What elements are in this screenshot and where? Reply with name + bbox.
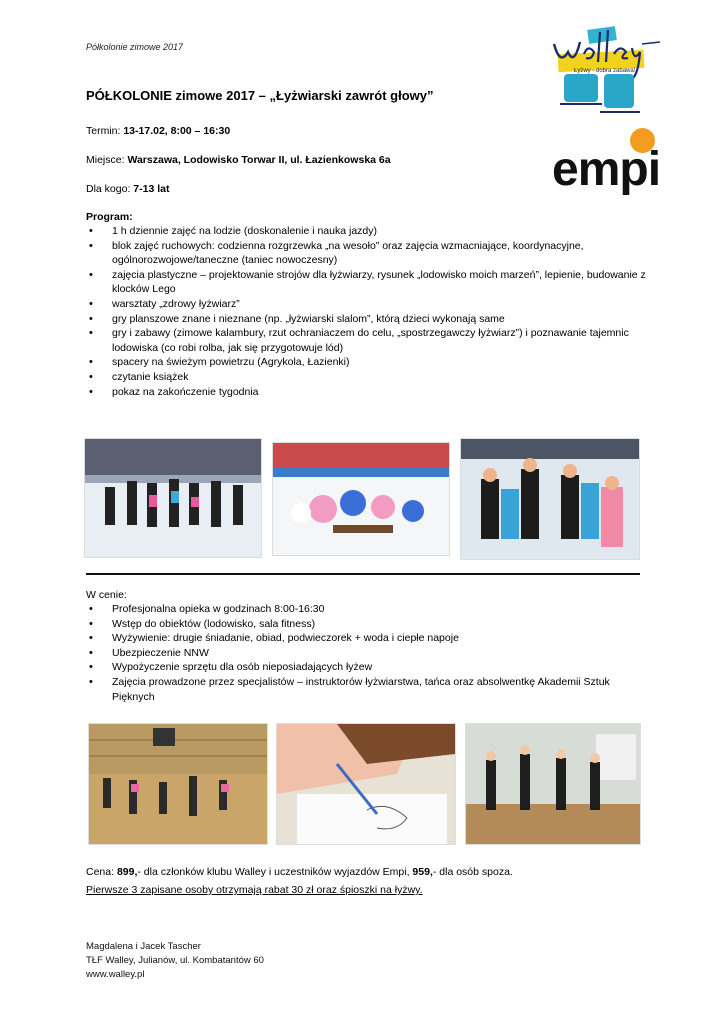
photo-kids-sled (272, 442, 450, 556)
list-item: • gry i zabawy (zimowe kalambury, rzut ochraniaczem do celu, „spostrzegawczy łyżwiarz”) i poznawanie tajemnic lodowiska (co robi rolba, jak się przygotowuje lód) (86, 326, 646, 355)
program-list (86, 224, 646, 399)
photo-dance-class (465, 723, 641, 845)
age-line (86, 182, 169, 196)
photo-skaters-group (84, 438, 262, 558)
walley-logo (548, 22, 668, 122)
list-item: • zajęcia plastyczne – projektowanie strojów dla łyżwiarzy, rysunek „lodowisko moich marzeń”, lepienie, budowanie z klocków Lego (86, 268, 646, 297)
photo-drawing (276, 723, 456, 845)
walley-logo-graphic (548, 22, 668, 122)
term-label: Termin: (86, 125, 124, 137)
empi-wordmark: empi (552, 143, 661, 196)
term-line (86, 124, 230, 138)
price-includes-list (86, 602, 646, 704)
photo-gym-warmup (88, 723, 268, 845)
list-item: • blok zajęć ruchowych: codzienna rozgrzewka „na wesoło” oraz zajęcia wzmacniające, koordynacyjne, ogólnorozwojowe/taneczne (taniec nowoczesny) (86, 239, 646, 268)
footer-address: TŁF Walley, Julianów, ul. Kombatantów 60 (86, 955, 264, 966)
age-value: 7-13 lat (133, 183, 170, 195)
footer-website[interactable]: www.walley.pl (86, 969, 145, 980)
place-label: Miejsce: (86, 154, 128, 166)
photo-kids-cheering (460, 438, 640, 560)
price-others-text: - dla osób spoza. (432, 866, 513, 878)
footer-name: Magdalena i Jacek Tascher (86, 941, 201, 952)
price-members-value: 899, (116, 866, 138, 878)
list-item: • Wyżywienie: drugie śniadanie, obiad, podwieczorek + woda i ciepłe napoje (86, 631, 646, 646)
program-heading: Program: (86, 211, 133, 223)
page-title: PÓŁKOLONIE zimowe 2017 – „Łyżwiarski zawrót głowy” (86, 88, 434, 103)
list-item: • Ubezpieczenie NNW (86, 646, 646, 661)
place-value: Warszawa, Lodowisko Torwar II, ul. Łazienkowska 6a (127, 154, 391, 166)
term-value: 13-17.02, 8:00 – 16:30 (123, 125, 231, 137)
list-item: • spacery na świeżym powietrzu (Agrykola, Łazienki) (86, 355, 646, 370)
footer (86, 940, 264, 982)
section-divider (86, 573, 640, 575)
price-members-text: - dla członków klubu Walley i uczestników wyjazdów Empi, (137, 866, 413, 878)
list-item: • 1 h dziennie zajęć na lodzie (doskonalenie i nauka jazdy) (86, 224, 646, 239)
price-others-value: 959, (412, 866, 433, 878)
price-includes-heading: W cenie: (86, 589, 127, 601)
list-item: • Wstęp do obiektów (lodowisko, sala fitness) (86, 617, 646, 632)
price-label: Cena: (86, 866, 117, 878)
place-line (86, 153, 391, 167)
list-item: • czytanie książek (86, 370, 646, 385)
list-item: • pokaz na zakończenie tygodnia (86, 385, 646, 400)
empi-logo (552, 128, 662, 200)
age-label: Dla kogo: (86, 183, 134, 195)
list-item: • Wypożyczenie sprzętu dla osób nieposiadających łyżew (86, 660, 646, 675)
price-line (86, 866, 513, 878)
list-item: • Zajęcia prowadzone przez specjalistów – instruktorów łyżwiarstwa, tańca oraz absolwentkę Akademii Sztuk Pięknych (86, 675, 646, 704)
list-item: • warsztaty „zdrowy łyżwiarz” (86, 297, 646, 312)
discount-note: Pierwsze 3 zapisane osoby otrzymają rabat 30 zł oraz śpioszki na łyżwy. (86, 884, 423, 896)
walley-tagline: Łyżwy - dobra zabawa! (574, 68, 636, 74)
header-note: Półkolonie zimowe 2017 (86, 42, 184, 52)
list-item: • gry planszowe znane i nieznane (np. „łyżwiarski slalom”, którą dzieci wykonają same (86, 312, 646, 327)
list-item: • Profesjonalna opieka w godzinach 8:00-16:30 (86, 602, 646, 617)
